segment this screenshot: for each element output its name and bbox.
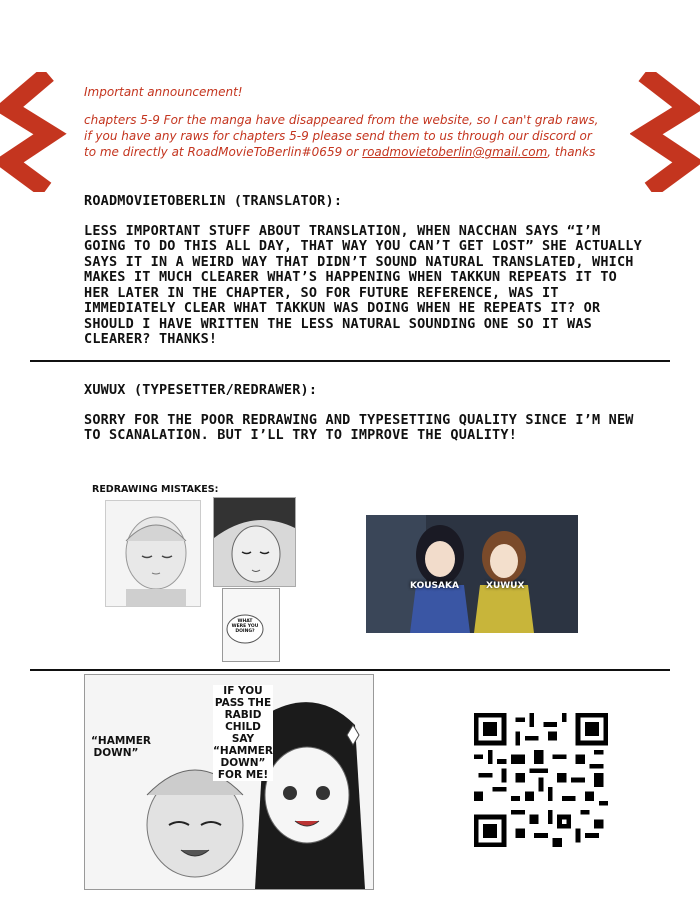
typesetter-heading: XUWUX (TYPESETTER/REDRAWER): <box>84 382 318 398</box>
divider-top <box>30 360 670 362</box>
email-link[interactable]: roadmovietoberlin@gmail.com <box>362 145 548 159</box>
hammer-down-bubble: “HAMMER DOWN” <box>91 735 151 759</box>
announcement-tail: , thanks <box>547 145 596 159</box>
translator-note: LESS IMPORTANT STUFF ABOUT TRANSLATION, WHEN NACCHAN SAYS “I’M GOING TO DO THIS ALL DAY, THAT WAY YOU CAN’T GET LOST” SHE ACTUALLY SAYS IT IN A WEIRD WAY THAT DIDN’T SOUND NATURAL TRANSLATED, WHICH MAKES IT MUCH CLEARER WHAT’S HAPPENING WHEN TAKKUN REPEATS IT TO HER LATER IN THE CHAPTER, SO FOR FUTURE REFERENCE, WAS IT IMMEDIATELY CLEAR WHAT TAKKUN WAS DOING WHEN HE REPEATS IT? OR SHOULD I HAVE WRITTEN THE LESS NATURAL SOUNDING ONE SO IT WAS CLEARER? THANKS! <box>84 222 642 347</box>
anime-still <box>366 515 578 633</box>
mistake-panel-1 <box>105 500 201 607</box>
translator-section <box>84 194 644 348</box>
announcement-text: chapters 5-9 For the manga have disappeared from the website, so I can't grab raws, if you have any raws for chapters 5-9 please send them to us through our discord or to me directly at RoadMovieToBerlin#0659 or <box>84 113 599 159</box>
right-zigzag-decoration <box>630 72 700 192</box>
left-zigzag-decoration <box>0 72 70 192</box>
divider-bottom <box>30 669 670 671</box>
mistake-panel-2 <box>213 497 296 587</box>
announcement-title: Important announcement! <box>84 85 243 99</box>
translator-heading: ROADMOVIETOBERLIN (TRANSLATOR): <box>84 193 343 209</box>
rabid-child-bubble: IF YOU PASS THE RABID CHILD SAY “HAMMER DOWN” FOR ME! <box>213 685 273 781</box>
qr-code-icon[interactable] <box>474 713 608 847</box>
announcement-body <box>84 112 604 160</box>
left-character-tag: KOUSAKA <box>410 581 459 591</box>
mistake-speech: WHAT WERE YOU DOING? <box>231 619 259 634</box>
mistake-panel-3 <box>222 588 280 662</box>
typesetter-note: SORRY FOR THE POOR REDRAWING AND TYPESETTING QUALITY SINCE I’M NEW TO SCANALATION. BUT I’LL TRY TO IMPROVE THE QUALITY! <box>84 411 634 443</box>
typesetter-section <box>84 383 644 444</box>
announcement-block <box>84 84 604 160</box>
redrawing-mistakes-label: REDRAWING MISTAKES: <box>92 484 219 495</box>
right-character-tag: XUWUX <box>486 581 525 591</box>
bottom-manga-panel <box>84 674 374 890</box>
